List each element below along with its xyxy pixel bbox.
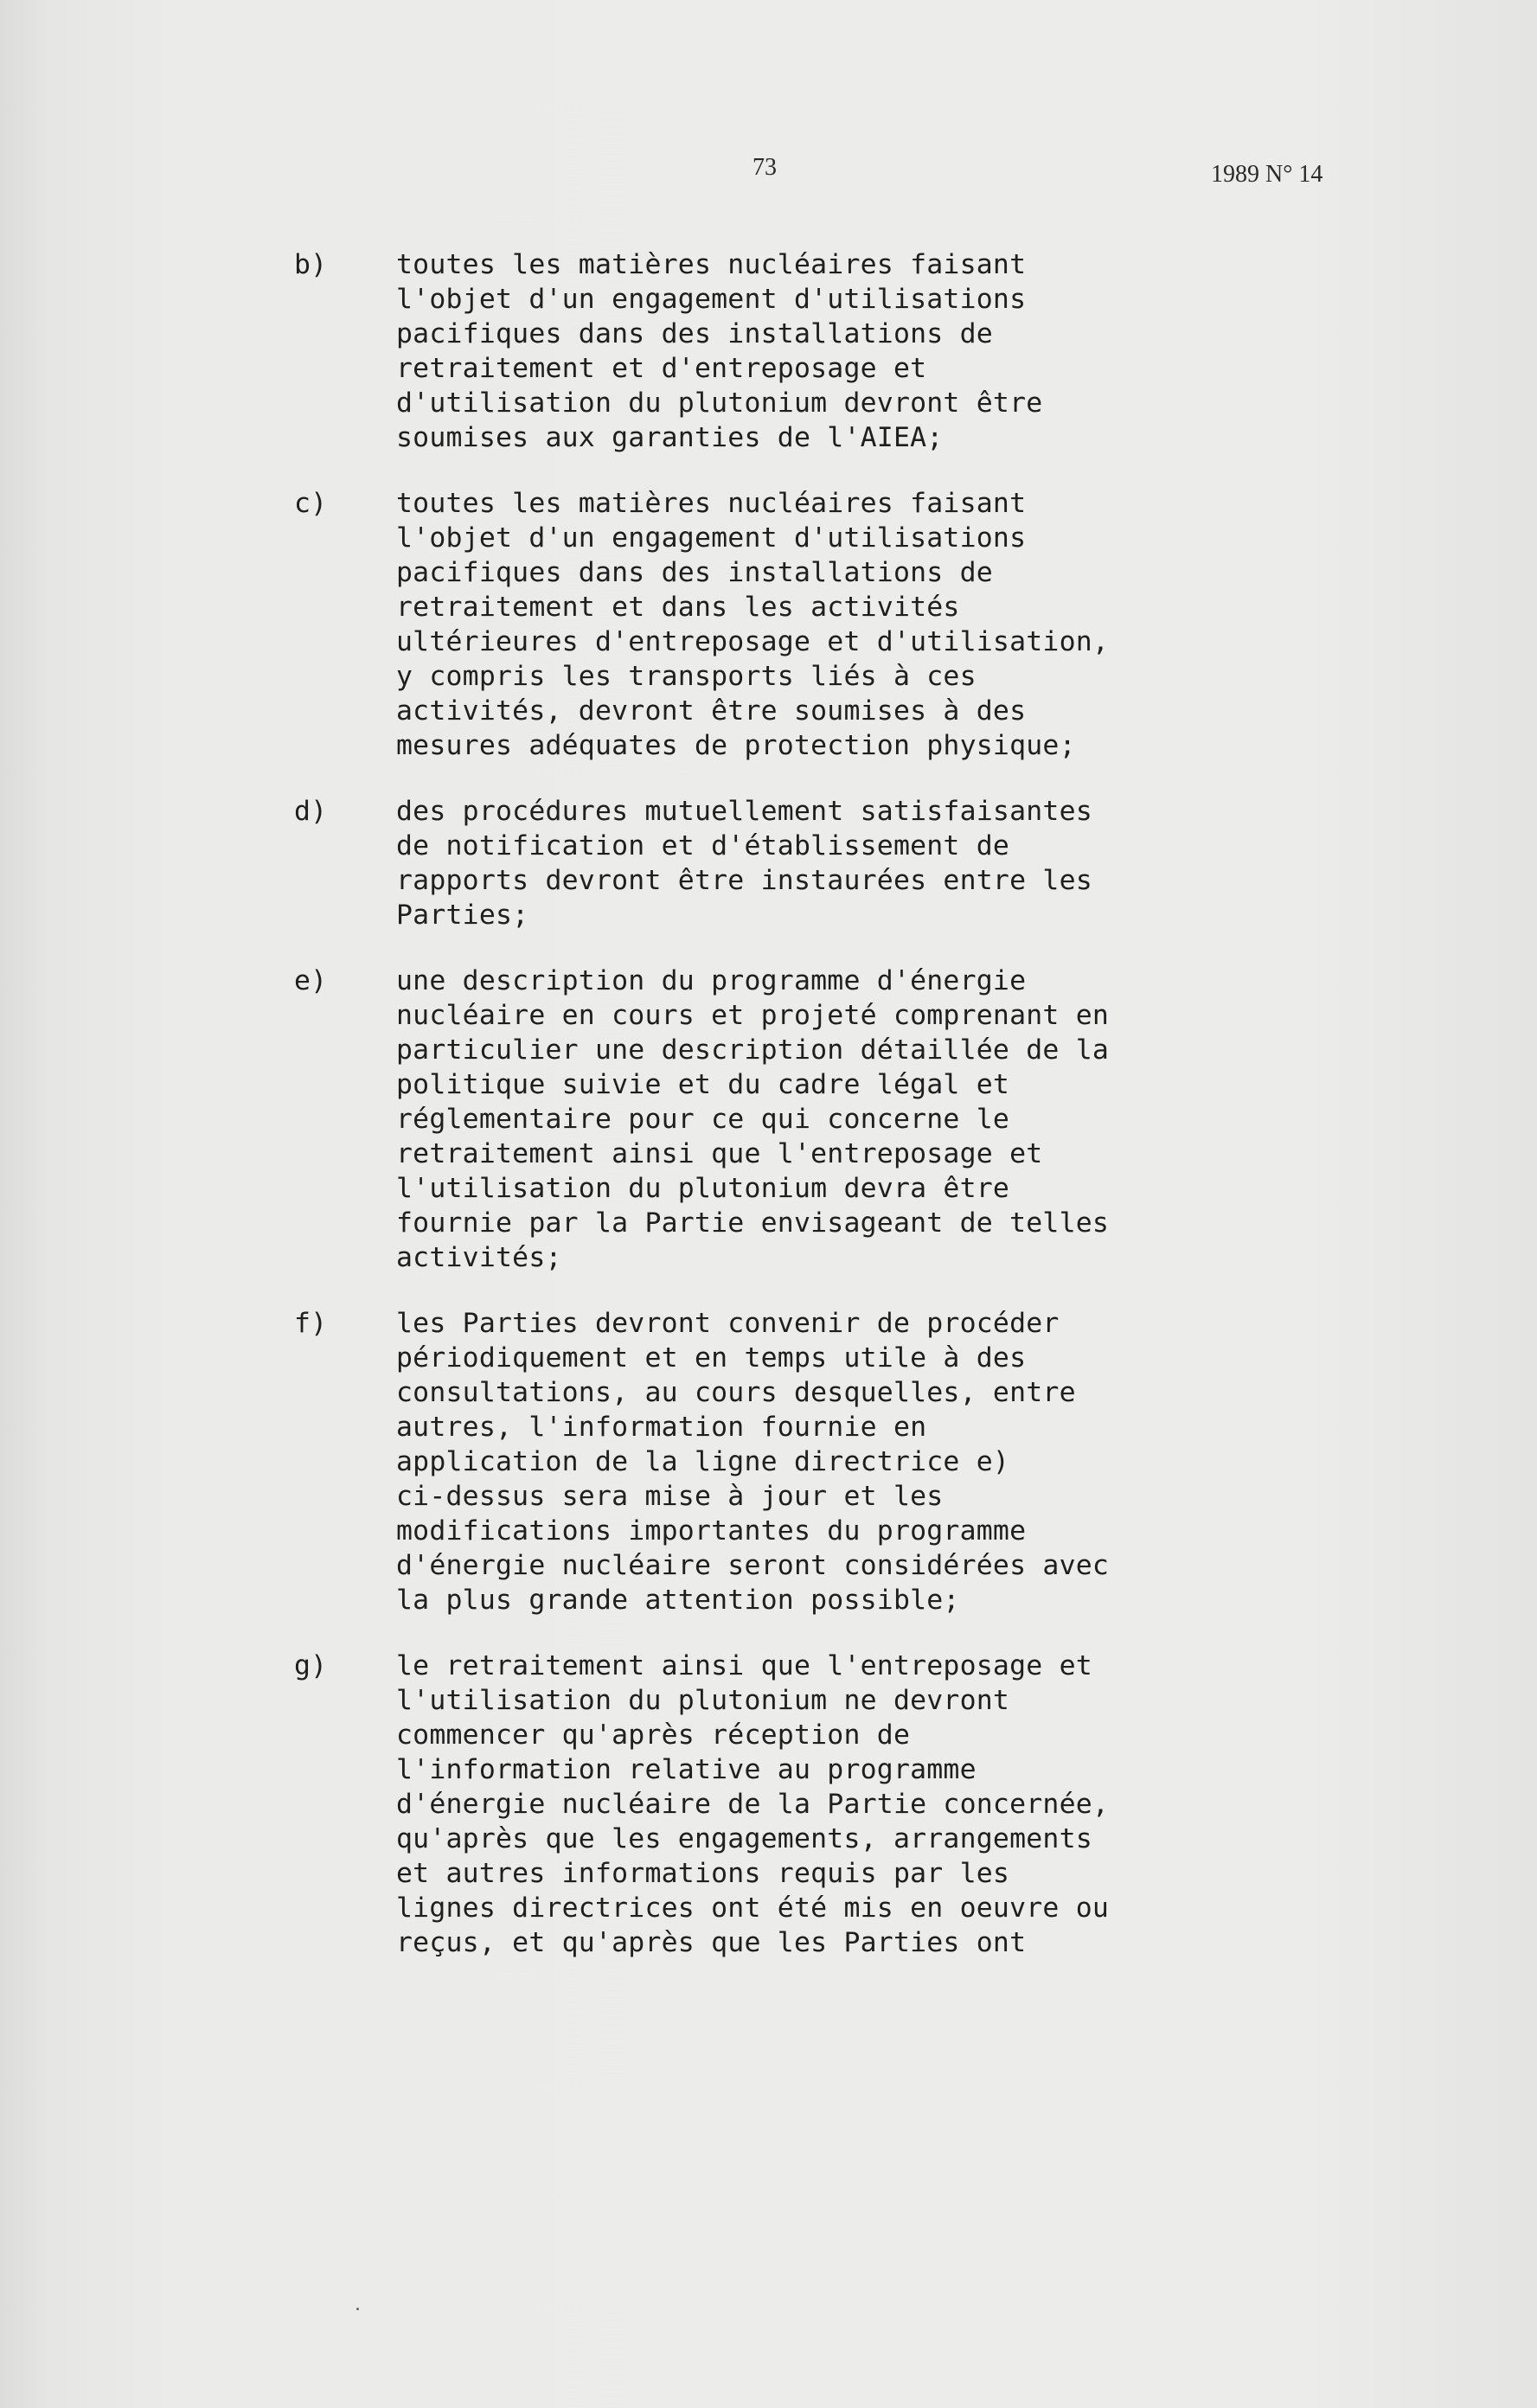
item-text: les Parties devront convenir de procéder périodiquement et en temps utile à des consultations, au cours desquelles, entre autres, l'information fournie en application de la ligne directrice e) ci-dessus sera mise à jour et les modifications importantes du programme d'énergie nucléaire seront considérées avec la plus grande attention possible; [396, 1308, 1110, 1616]
list-item [294, 247, 1332, 455]
item-text: des procédures mutuellement satisfaisantes de notification et d'établissement de rapports devront être instaurées entre les Parties; [396, 796, 1092, 931]
list-item [294, 1306, 1332, 1617]
item-text: toutes les matières nucléaires faisant l'objet d'un engagement d'utilisations pacifiques dans des installations de retraitement et dans les activités ultérieures d'entreposage et d'utilisation, y compris les transports liés à ces activités, devront être soumises à des mesures adéquates de protection physique; [396, 488, 1110, 761]
ink-speck [356, 2308, 359, 2310]
page-number: 73 [752, 154, 777, 181]
list-item [294, 1649, 1332, 1960]
list-item [294, 964, 1332, 1275]
item-label: d) [294, 796, 328, 827]
item-label: b) [294, 249, 328, 280]
item-label: g) [294, 1650, 328, 1681]
item-label: e) [294, 965, 328, 996]
list-item [294, 486, 1332, 763]
item-text: toutes les matières nucléaires faisant l'objet d'un engagement d'utilisations pacifiques dans des installations de retraitement et d'entreposage et d'utilisation du plutonium devront être soumises aux garanties de l'AIEA; [396, 249, 1043, 453]
list-item [294, 794, 1332, 932]
item-text: une description du programme d'énergie nucléaire en cours et projeté comprenant en particulier une description détaillée de la politique suivie et du cadre légal et réglementaire pour ce qui concerne le retraitement ainsi que l'entreposage et l'utilisation du plutonium devra être fournie par la Partie envisageant de telles activités; [396, 965, 1110, 1273]
item-label: f) [294, 1308, 328, 1339]
item-label: c) [294, 488, 328, 519]
issue-label: 1989 N° 14 [1211, 161, 1323, 188]
page-header [0, 154, 1537, 197]
guideline-list [294, 247, 1332, 1991]
item-text: le retraitement ainsi que l'entreposage et l'utilisation du plutonium ne devront commencer qu'après réception de l'information relative au programme d'énergie nucléaire de la Partie concernée, qu'après que les engagements, arrangements et autres informations requis par les lignes directrices ont été mis en oeuvre ou reçus, et qu'après que les Parties ont [396, 1650, 1110, 1958]
